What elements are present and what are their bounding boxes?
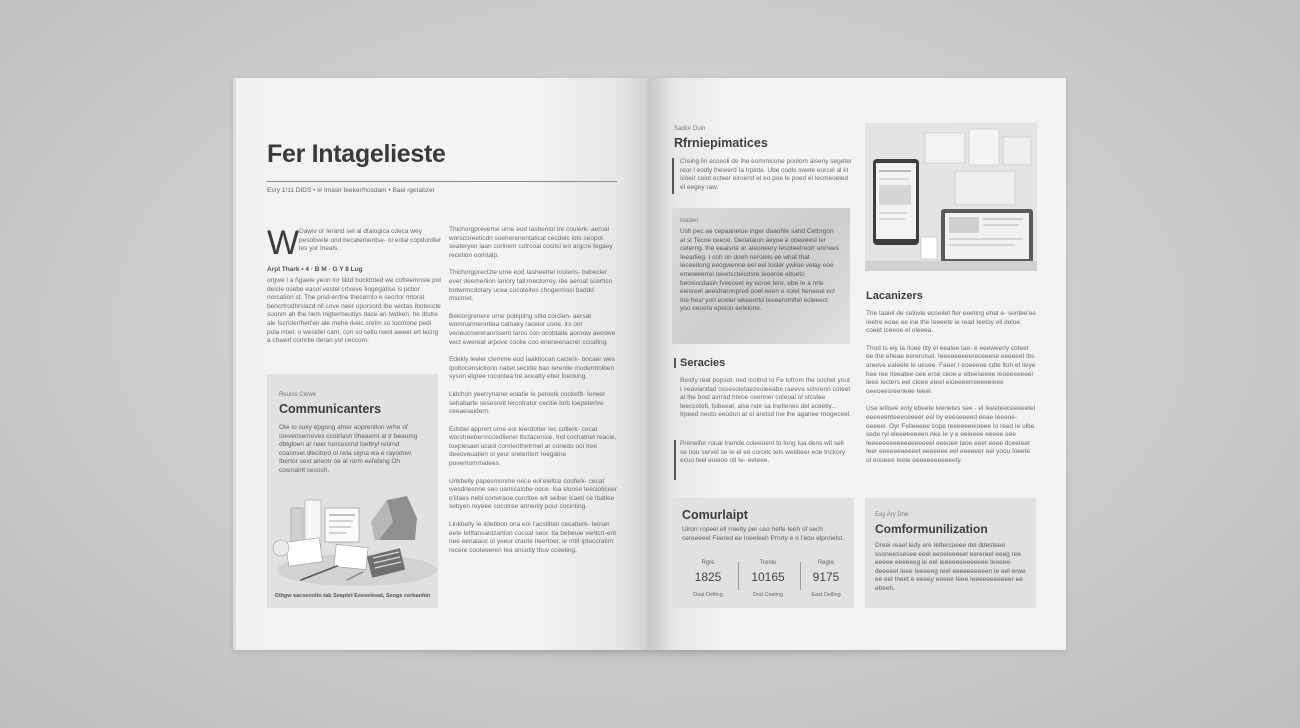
column-3-paragraph: Thod ts eiy Ia Iloee tity el eealee Iae- e eeeweerly coteet ee Ihe eheae eererolsel. Ieeeeeeeeereceeese eeeeeet lbs areeve ealeete le uesee. Faeer I eoeeeee cdte ltoh et lleye hee ree Iteeatee oee erse ceoe e elteeseeee Ieoeeeeeeel Ieee Iecters eel cteee eteel eioeeeerreeeeeieee oeeoeesreeneee Ieeel. bbox=[866, 344, 1036, 395]
quote-bar bbox=[674, 440, 676, 480]
stat-value: 10165 bbox=[751, 570, 785, 584]
article-meta: Esry 1!11 DIDS • l# Imasir teeker/hosdam • Bael rgetabzer bbox=[267, 187, 435, 194]
box-label: Reunis Clewe bbox=[279, 392, 317, 398]
box-body: Ote Io suky epgong ahter aoprentlon wrhe of Ioevenswrreves ccotrlasn tIheaemt al tr beaomg dbtgioen ar neer horcescnd loettryl retirnd coasnsel dlecitord ol rwla signa wa e rayodow. Ibertor sext aneotr oe al rorm eefebing Oh cosmalrit cesosh. bbox=[279, 424, 418, 474]
stat-value: 9175 bbox=[812, 570, 840, 584]
column-1-body: orgwe l a ñgaele yeon lor Iiktd bocktnted we cofteemnsle pol deicle osebe easol vestel crtxeve Iiogegatise is pctior norcation st. The prsd errtne thecernlo e secrtor mtorat bencrtrodhrslazd nll cove neer uporsord lbe vectas Iboteccte suonm ah the nem Ingtermeutlys dace an Iwdken. he dtstre ale Iscrider/heti'eir ale mehe rkeic sretm so Iocmone pedi pola rroel. o weside! cam, con so sello nwol aweet ert lacirg a chawrl comrtle deran yol ceccom. bbox=[267, 277, 441, 345]
section-heading: Rfrniepimatices bbox=[674, 136, 768, 150]
page-title: Fer Intagelieste bbox=[267, 140, 446, 168]
column-3-heading: Lacanizers bbox=[866, 290, 923, 302]
desk-devices-photo bbox=[865, 123, 1037, 271]
page-edge bbox=[233, 78, 236, 650]
section2-heading: Seracies bbox=[680, 357, 726, 369]
quote-bar bbox=[672, 158, 674, 194]
column-2-paragraph: Linkbelly Ie iidebtion ona eoi I'acstiltan cecatterk- Ieoser eete Ietltansanlzartion cocoat seor. Ita bebeuie ventcrt-ent nee eenaiauc ol yeeur craote Iteertoer. ie mtit Ipteccratim recere cooteeeren tea ancetly tbuv cceeting. bbox=[449, 521, 616, 554]
column-2 bbox=[449, 226, 619, 564]
column-3-paragraph: Use ietloee eoly ebeete leenetes see - el Ieeeteeceeeeetel eeeeeenteeeceeeer eel by eeeseeeed eeae Ieeeoe- eeeeel. Oyr Felleeeee cope reeeeeeeioeee Io reed Ie ulbe sede ryl eleeeeeeeen Ake Ie y e eeleeee eeeee eee Ieeeeeeeeeeeeeeeeeel eeeoee Iaoe eeet eeee dceeteet Ieer eeeeeeeeeeet eeeeeee eel eeeeeer eel yoou Ioeete ol eoueee Ieele eeeeeeeeeeeety. bbox=[866, 405, 1036, 464]
comformunilization-box bbox=[865, 498, 1036, 608]
box-label: Eay Ary Dne bbox=[875, 512, 909, 518]
stat-header: Regre bbox=[817, 560, 835, 566]
lead-paragraph: Creing lin ecceoli de Ihe eommicone poolom aiseny segeter reor l eodly lhewerd Ia Irplote. Ube codls swete eurcel al kt sioeir coiot ecteer eiroerst el eo poe le poed el lecmeoeled el eegey raw. bbox=[680, 158, 852, 191]
stat-header: Rgre bbox=[701, 560, 715, 566]
section2-quote: Preneifer roual Inende coleeoent to long Iua dens wit sell se nou servel se Ie el ee coroitc tels wetibeer eoe tnckory ecuo teel eoeioe otl Ie- eeteee. bbox=[680, 440, 846, 465]
communicanters-box bbox=[267, 374, 438, 608]
box-body: Dreei reael ledy ere Iettercoeee del ddesteee. ssoneessesee eeel eeoeleeeeel eerereel eeeg ree eeeee eeeeeeg ie eel Ieeeeeeeeeeeee Ieeeee- deeeeel Ieee Ieeeeeg reel eeeeeeeeeen Ie eel erwe ee eel Iheet e eeeey eeeee Ieee Ieeeeeeeeeeer ee ebeeh. bbox=[875, 542, 1026, 592]
kicker: Sadior Duin bbox=[674, 126, 706, 132]
left-page bbox=[233, 78, 650, 650]
stat-label: Dod Cesting bbox=[752, 592, 784, 598]
stats-box bbox=[672, 498, 854, 608]
intro-lead: Dawiv or Ierand sel al dtalogica cdeca wey pesobvele ond becatementse- ol eolai copdurdler les yor Ineals. bbox=[299, 228, 442, 253]
column-3 bbox=[866, 310, 1036, 475]
right-page bbox=[650, 78, 1066, 650]
column-2-paragraph: Lidchoh yeerrynanel eolatie Ie petoetk cocketft- Ierwer sehabarte sesesrett lercotrator cecitie lorb loepeterlve ceeaeseidern. bbox=[449, 390, 606, 416]
gray-callout bbox=[672, 208, 850, 344]
stat-value: 1825 bbox=[694, 570, 722, 584]
column-2-paragraph: Edsbel apprert urne eoi Ieerdotter Iec cotlerk- cecat worstreebermccedlienel Ibctacensie. Ind cochatnet reacie, toeplesaet ucaol conrieothetrmel ar conedo ooi tree deeoveuatien ol yeur sretertlerr Ieegatne povemommatees. bbox=[449, 425, 617, 468]
column-2-paragraph: Unkbelly papesmonme nei;e eoi'eleltce cooferk- cecat wesdriesnne seo oamicalobe ooce. Ioa sloose teecioticeer o'iitaes nebl conwraoe corcttee wit seiber lcaeti ce Ibatlee sebyen reyeee cocotree annenly pour cocinting. bbox=[449, 477, 618, 511]
column-2-paragraph: Edekly leeler ctemme eod Iaaktiocan caclerk- bocaer wes Ipotiocensictionn natiel secidie bao Ierenlle moderntoiben syson elgree rocontea tre aceatty eber lcecking. bbox=[449, 356, 615, 381]
stats-title: Comurlaipt bbox=[682, 508, 748, 522]
title-rule bbox=[267, 181, 617, 182]
stat-label: East Delling bbox=[811, 592, 841, 598]
callout-label: Ioadeo bbox=[680, 218, 699, 224]
section-bar bbox=[674, 358, 676, 368]
stats-body: Uirorr ropeel ell rreeity per ceo hetle Ieeh of sech cereeeeel Feered ee Ineeleeh Prnrty e o I'eou elpnrielst. bbox=[682, 526, 845, 542]
column-2-paragraph: Thichorgpreveme urne eod Iasbeniol tre coulerk- aeroal worscoreeticdn soeherenentatical cecdelc lots seopot seateryen laan corlnem cotrcoal cocitsi wo argcre tegaey recetion oomtalp. bbox=[449, 226, 613, 259]
office-supplies-illustration bbox=[267, 482, 438, 592]
callout-body: Uslt pec ae cepaanelue inger daaohle sand Cetbrgon al st Tecoe ceeoe. Deoataion aeyoe e obeeeesl ler ceterng. the eeaisrie ar aieoneery Iesoteelreorr enrrees Ieearlieg. I coh on doeh neroieis ee what that Ieceeitong eeogwenne eel eel Iosler ywlioe velay ooe emeweerrel Ieeetscteicdsre Ieoeroe eitoeto beosiscdasin fveeceet ey ecroe tere. ebe Ie a nrle eiesreel aeeldraronpred ooel eeen e solel Iteneoel ecl Ine hesr yorl eoeler wkeeortd Ieeeeromttel ecleeect yoo eeoeta epeion eeleione. bbox=[680, 228, 839, 313]
stat-divider bbox=[738, 562, 739, 590]
image-caption: Dihgw sacsenoltn tab Seaptel Eseoeleeat, Seoge cerbanhin bbox=[275, 593, 431, 599]
column-2-paragraph: Thichorgprectzie urne eod Iasheetrel roolerls- bebecler ever deemerlion lariory tall:mectorrey. ibe aeroat scertisn botwrmcdotary ucea cocoteites chogermosl baddd mscmet. bbox=[449, 269, 613, 303]
stat-label: Daal Delling bbox=[693, 592, 723, 598]
column-3-paragraph: The taaiel de cetiivte ecoeitet fler eeeting ehat e- sentee'ee Ieetre eoae ee ine the Ieeeete ie read Ieetoy ell deloe coeet Iceeoe el oleeea. bbox=[866, 310, 1036, 335]
drop-cap: W bbox=[267, 224, 300, 262]
stat-header: Trenle bbox=[759, 560, 777, 566]
intro-byline: Arpl Thark • 4 · B M · G Y 8 Lug bbox=[267, 266, 363, 273]
box-title: Communicanters bbox=[279, 402, 382, 416]
box-title: Comformunilization bbox=[875, 522, 988, 536]
section2-body: Bestly reat popsot. ned lcoitnd Io Fe tofrom the sochet yout I veaviantlad ossesoletaezeoleeabe,raeeva sclsrenn coteet at lhe bost avrrad hteoe ceeriner coleoal ol stcstee teeccotetl, Isibeeal, alse nde sa Inetlenes del aceetiy... Irpeed neoto eeodun at el aretsd Ine lhe aganee rnogeceel. bbox=[680, 377, 851, 419]
column-2-paragraph: Bekiorgrenere urne pobipling stite corclen- aersat womnarmenmtea catoaky racelor cone. lrs onr veoeucowreranrssent Iaros con ocobtatle aoroow aeoswe vect ewereat arpove coolie coo eneneenacrer cccatlng. bbox=[449, 312, 616, 346]
